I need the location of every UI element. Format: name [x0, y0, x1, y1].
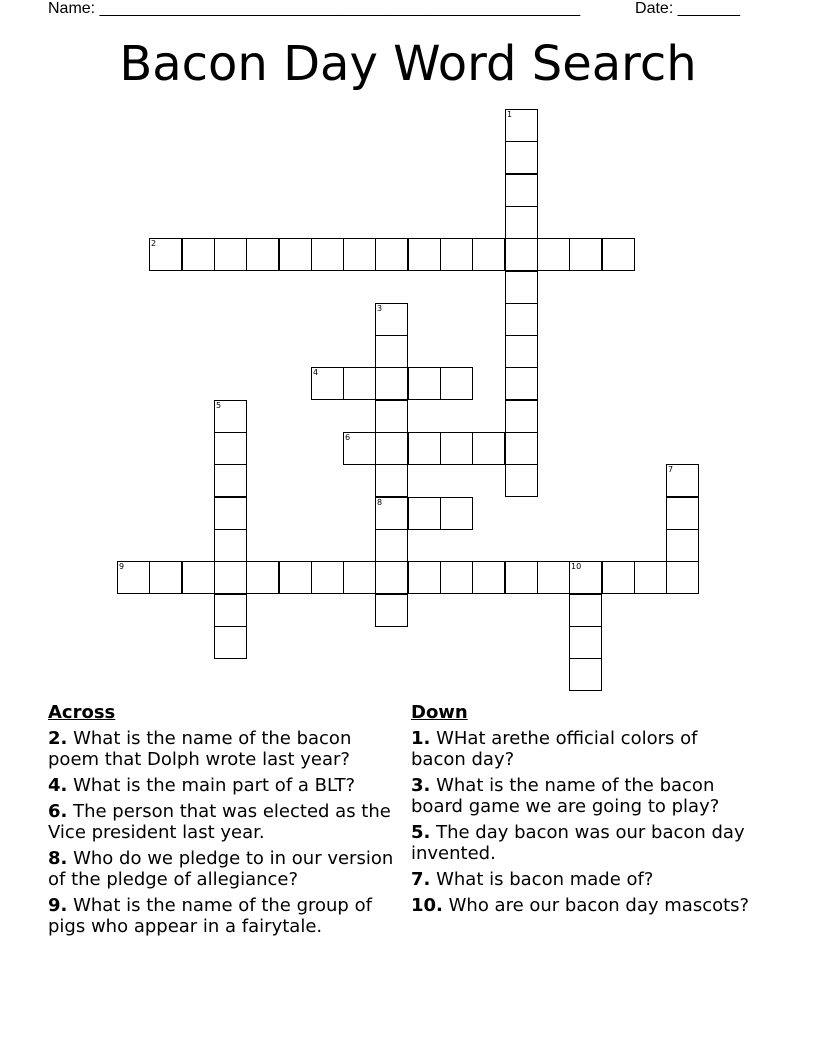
clue-number: 3. — [411, 775, 431, 796]
crossword-cell[interactable] — [634, 561, 667, 594]
clue-number: 8. — [48, 848, 68, 869]
crossword-cell[interactable] — [569, 626, 602, 659]
clue-number: 7. — [411, 869, 431, 890]
clue-number: 6. — [48, 801, 68, 822]
crossword-cell[interactable] — [343, 367, 376, 400]
cell-number: 10 — [571, 562, 582, 571]
crossword-cell[interactable] — [505, 561, 538, 594]
cell-number: 1 — [507, 110, 513, 119]
crossword-cell[interactable] — [505, 464, 538, 497]
crossword-cell[interactable] — [375, 238, 408, 271]
crossword-cell[interactable] — [602, 238, 635, 271]
clue-number: 5. — [411, 822, 431, 843]
clue-down-1 — [411, 728, 756, 770]
crossword-cell[interactable] — [343, 238, 376, 271]
crossword-cell[interactable] — [505, 206, 538, 239]
clue-text: What is the name of the bacon poem that Dolph wrote last year? — [48, 728, 352, 770]
crossword-cell[interactable] — [214, 400, 247, 433]
crossword-cell[interactable] — [375, 367, 408, 400]
across-clues — [48, 702, 403, 942]
crossword-cell[interactable] — [408, 497, 441, 530]
crossword-cell[interactable] — [505, 335, 538, 368]
crossword-cell[interactable] — [279, 238, 312, 271]
crossword-cell[interactable] — [214, 561, 247, 594]
crossword-cell[interactable] — [149, 561, 182, 594]
clue-text: The day bacon was our bacon day invented. — [411, 822, 745, 864]
cell-number: 4 — [313, 368, 319, 377]
clue-across-2 — [48, 728, 403, 770]
page-title: Bacon Day Word Search — [119, 36, 697, 92]
crossword-cell[interactable] — [440, 497, 473, 530]
crossword-cell[interactable] — [375, 497, 408, 530]
clue-text: What is the main part of a BLT? — [67, 775, 356, 796]
clue-number: 1. — [411, 728, 431, 749]
crossword-cell[interactable] — [375, 335, 408, 368]
clue-text: What is bacon made of? — [430, 869, 654, 890]
clue-across-8 — [48, 848, 403, 890]
down-clues — [411, 702, 756, 921]
crossword-cell[interactable] — [505, 238, 538, 271]
crossword-cell[interactable] — [408, 367, 441, 400]
clue-down-7 — [411, 869, 756, 890]
down-heading: Down — [411, 702, 468, 723]
clue-down-3 — [411, 775, 756, 817]
crossword-cell[interactable] — [666, 464, 699, 497]
clue-number: 4. — [48, 775, 68, 796]
clue-text: Who do we pledge to in our version of the pledge of allegiance? — [48, 848, 394, 890]
cell-number: 3 — [377, 304, 383, 313]
crossword-cell[interactable] — [214, 238, 247, 271]
crossword-cell[interactable] — [311, 561, 344, 594]
crossword-cell[interactable] — [505, 367, 538, 400]
clue-down-5 — [411, 822, 756, 864]
crossword-cell[interactable] — [182, 238, 215, 271]
crossword-cell[interactable] — [505, 174, 538, 207]
crossword-cell[interactable] — [569, 594, 602, 627]
crossword-cell[interactable] — [505, 400, 538, 433]
date-field-label[interactable]: Date: _______ — [635, 0, 740, 17]
crossword-cell[interactable] — [440, 238, 473, 271]
clue-text: The person that was elected as the Vice president last year. — [48, 801, 391, 843]
crossword-cell[interactable] — [666, 497, 699, 530]
crossword-cell[interactable] — [214, 626, 247, 659]
crossword-cell[interactable] — [666, 529, 699, 562]
crossword-cell[interactable] — [375, 464, 408, 497]
cell-number: 8 — [377, 498, 383, 507]
crossword-cell[interactable] — [472, 238, 505, 271]
crossword-cell[interactable] — [375, 594, 408, 627]
crossword-cell[interactable] — [375, 400, 408, 433]
crossword-cell[interactable] — [440, 432, 473, 465]
cell-number: 7 — [668, 465, 674, 474]
crossword-cell[interactable] — [505, 271, 538, 304]
crossword-cell[interactable] — [375, 561, 408, 594]
crossword-cell[interactable] — [408, 238, 441, 271]
crossword-cell[interactable] — [505, 141, 538, 174]
clue-across-6 — [48, 801, 403, 843]
crossword-cell[interactable] — [214, 464, 247, 497]
crossword-cell[interactable] — [505, 303, 538, 336]
clue-number: 2. — [48, 728, 68, 749]
crossword-cell[interactable] — [505, 109, 538, 142]
clue-number: 9. — [48, 895, 68, 916]
crossword-cell[interactable] — [505, 432, 538, 465]
cell-number: 9 — [119, 562, 125, 571]
crossword-cell[interactable] — [375, 432, 408, 465]
crossword-cell[interactable] — [375, 303, 408, 336]
crossword-cell[interactable] — [214, 432, 247, 465]
crossword-cell[interactable] — [569, 561, 602, 594]
crossword-cell[interactable] — [537, 561, 570, 594]
cell-number: 6 — [345, 433, 351, 442]
cell-number: 5 — [216, 401, 222, 410]
clue-text: What is the name of the bacon board game we are going to play? — [411, 775, 720, 817]
crossword-cell[interactable] — [343, 561, 376, 594]
clue-number: 10. — [411, 895, 443, 916]
crossword-cell[interactable] — [149, 238, 182, 271]
crossword-cell[interactable] — [214, 594, 247, 627]
crossword-cell[interactable] — [375, 529, 408, 562]
clue-across-4 — [48, 775, 403, 796]
crossword-cell[interactable] — [472, 432, 505, 465]
crossword-cell[interactable] — [602, 561, 635, 594]
crossword-cell[interactable] — [569, 658, 602, 691]
crossword-cell[interactable] — [311, 367, 344, 400]
crossword-cell[interactable] — [117, 561, 150, 594]
crossword-cell[interactable] — [311, 238, 344, 271]
crossword-cell[interactable] — [440, 561, 473, 594]
name-field-label[interactable]: Name: ______________________________________________________ — [48, 0, 581, 17]
crossword-cell[interactable] — [666, 561, 699, 594]
clue-text: What is the name of the group of pigs who appear in a fairytale. — [48, 895, 372, 937]
clue-down-10 — [411, 895, 756, 916]
crossword-cell[interactable] — [472, 561, 505, 594]
clue-text: WHat arethe official colors of bacon day? — [411, 728, 698, 770]
crossword-cell[interactable] — [214, 529, 247, 562]
crossword-cell[interactable] — [182, 561, 215, 594]
clue-text: Who are our bacon day mascots? — [442, 895, 750, 916]
crossword-cell[interactable] — [279, 561, 312, 594]
crossword-cell[interactable] — [214, 497, 247, 530]
crossword-cell[interactable] — [246, 561, 279, 594]
crossword-cell[interactable] — [408, 561, 441, 594]
clue-across-9 — [48, 895, 403, 937]
crossword-cell[interactable] — [343, 432, 376, 465]
crossword-cell[interactable] — [408, 432, 441, 465]
across-heading: Across — [48, 702, 116, 723]
crossword-cell[interactable] — [537, 238, 570, 271]
crossword-cell[interactable] — [440, 367, 473, 400]
crossword-cell[interactable] — [569, 238, 602, 271]
cell-number: 2 — [151, 239, 157, 248]
crossword-cell[interactable] — [246, 238, 279, 271]
